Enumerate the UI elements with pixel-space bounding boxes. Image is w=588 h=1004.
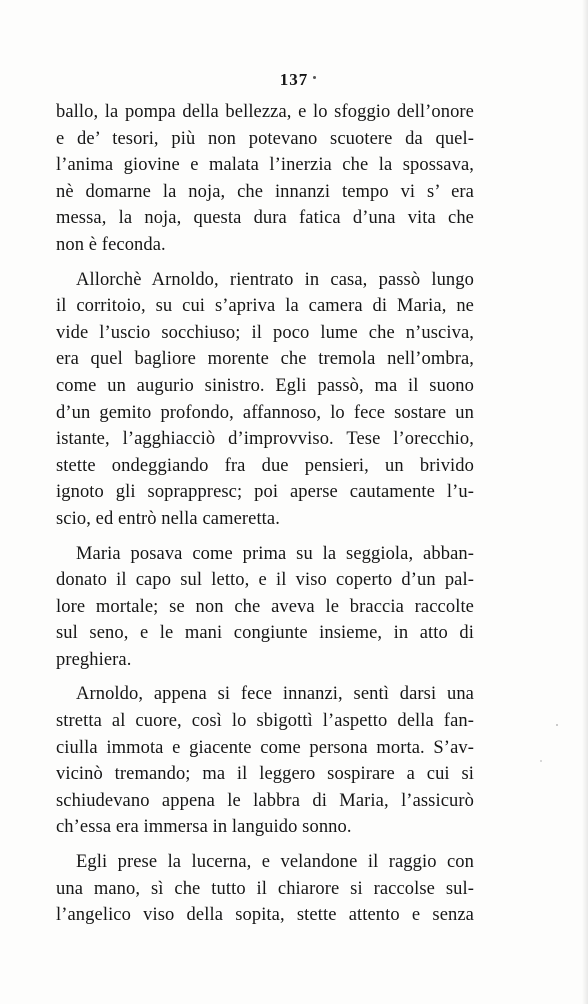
text-line: l’anima giovine e malata l’inerzia che la spossava, (56, 155, 474, 176)
page-number: 137 (279, 70, 309, 89)
text-line: era quel bagliore morente che tremola nell’ombra, (56, 349, 474, 370)
text-line: Arnoldo, appena si fece innanzi, sentì darsi una (76, 684, 474, 705)
paragraph (56, 99, 474, 259)
text-line: il corritoio, su cui s’apriva la camera di Maria, ne (56, 296, 474, 317)
body-text (56, 99, 474, 937)
text-line: scio, ed entrò nella cameretta. (56, 508, 280, 529)
text-line: Egli prese la lucerna, e velandone il raggio con (76, 852, 474, 873)
paragraph (56, 681, 474, 841)
text-line: Maria posava come prima su la seggiola, abban- (76, 543, 474, 564)
text-line: ciulla immota e giacente come persona morta. S’av- (56, 737, 474, 758)
page-edge-shadow (582, 0, 588, 1004)
text-line: ballo, la pompa della bellezza, e lo sfoggio dell’onore (56, 102, 474, 122)
paragraph (56, 849, 474, 929)
text-line: vide l’uscio socchiuso; il poco lume che n’usciva, (56, 322, 474, 343)
ink-speck (313, 76, 316, 79)
ink-speck (540, 760, 542, 762)
text-line: ignoto gli soprappresc; poi aperse cautamente l’u- (56, 482, 474, 503)
text-line: una mano, sì che tutto il chiarore si raccolse sul- (56, 878, 474, 899)
text-line: sul seno, e le mani congiunte insieme, in atto di (56, 623, 474, 644)
paragraph (56, 541, 474, 674)
text-line: schiudevano appena le labbra di Maria, l’assicurò (56, 790, 474, 811)
text-line: d’un gemito profondo, affannoso, lo fece sostare un (56, 402, 474, 423)
text-line: lore mortale; se non che aveva le braccia raccolte (56, 596, 474, 617)
paragraph (56, 267, 474, 533)
text-line: Allorchè Arnoldo, rientrato in casa, passò lungo (76, 269, 474, 290)
text-line: vicinò tremando; ma il leggero sospirare a cui si (56, 764, 474, 785)
text-line: stretta al cuore, così lo sbigottì l’aspetto della fan- (56, 711, 474, 732)
text-line: non è feconda. (56, 234, 166, 255)
text-line: preghiera. (56, 649, 132, 670)
text-line: l’angelico viso della sopita, stette attento e senza (56, 905, 474, 926)
text-line: ch’essa era immersa in languido sonno. (56, 817, 352, 838)
text-line: messa, la noja, questa dura fatica d’una vita che (56, 208, 474, 229)
text-line: stette ondeggiando fra due pensieri, un brivido (56, 455, 474, 476)
text-line: e de’ tesori, più non potevano scuotere da quel- (56, 128, 474, 149)
text-line: istante, l’agghiacciò d’improvviso. Tese l’orecchio, (56, 429, 474, 450)
ink-speck (556, 724, 558, 726)
text-line: donato il capo sul letto, e il viso coperto d’un pal- (56, 570, 474, 591)
text-line: nè domarne la noja, che innanzi tempo vi s’ era (56, 181, 474, 202)
text-line: come un augurio sinistro. Egli passò, ma il suono (56, 375, 474, 396)
